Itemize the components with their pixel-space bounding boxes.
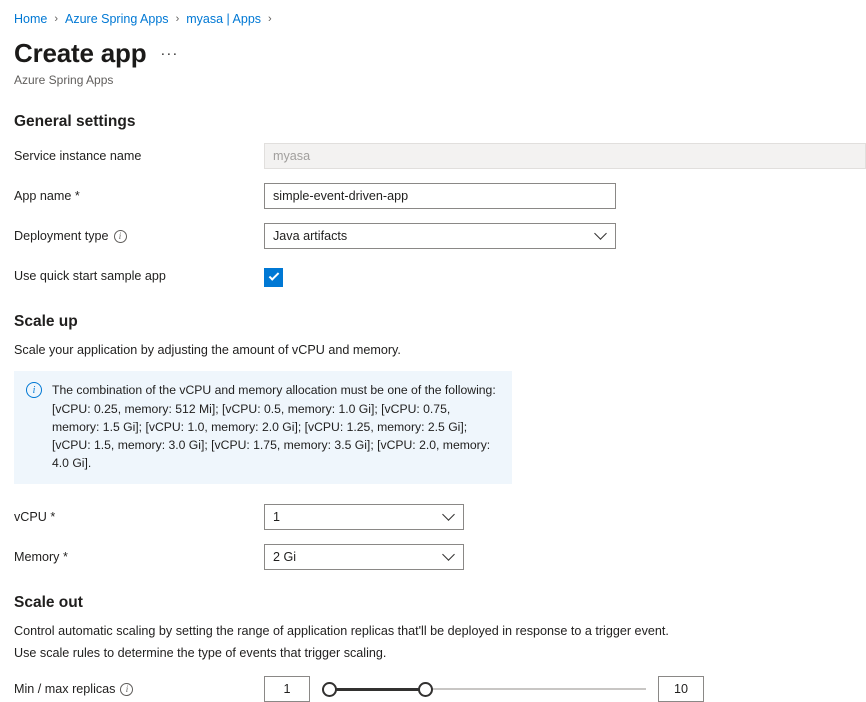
breadcrumb-item-home[interactable]: Home: [14, 11, 48, 26]
deployment-type-select[interactable]: [264, 223, 616, 249]
vcpu-value: 1: [273, 509, 281, 524]
scale-up-heading: Scale up: [14, 313, 78, 330]
scale-out-description-line1: Control automatic scaling by setting the range of application replicas that'll be deployed in response to a trigger event.: [14, 623, 669, 638]
service-instance-name-row: [14, 141, 704, 171]
min-max-replicas-row: [14, 676, 704, 702]
slider-thumb-min[interactable]: [322, 682, 337, 697]
quick-start-row: [14, 261, 704, 291]
deployment-type-value: Java artifacts: [273, 229, 348, 243]
app-name-input[interactable]: [264, 183, 616, 209]
service-instance-name-value: myasa: [264, 143, 866, 169]
chevron-down-icon: [442, 508, 455, 521]
info-icon: i: [26, 382, 42, 398]
scale-up-description: Scale your application by adjusting the amount of vCPU and memory.: [14, 343, 401, 357]
slider-active-range: [330, 688, 426, 691]
slider-thumb-max[interactable]: [418, 682, 433, 697]
chevron-down-icon: [594, 227, 607, 240]
check-icon: [268, 270, 279, 281]
scale-out-description-line2: Use scale rules to determine the type of events that trigger scaling.: [14, 645, 387, 660]
breadcrumb-separator-icon: ›: [268, 12, 272, 25]
page-title: Create app: [14, 38, 147, 68]
vcpu-select[interactable]: [264, 504, 464, 530]
info-icon[interactable]: i: [120, 683, 133, 696]
page-subtitle: Azure Spring Apps: [14, 73, 114, 87]
deployment-type-label-text: Deployment type: [14, 229, 109, 243]
breadcrumb-separator-icon: ›: [175, 12, 180, 25]
quick-start-label: Use quick start sample app: [14, 269, 166, 283]
breadcrumb-item-myasa-apps[interactable]: myasa | Apps: [186, 11, 262, 26]
breadcrumb-item-azure-spring-apps[interactable]: Azure Spring Apps: [65, 11, 169, 26]
memory-select[interactable]: [264, 544, 464, 570]
quick-start-checkbox[interactable]: [264, 268, 283, 287]
scale-out-heading: Scale out: [14, 593, 83, 611]
info-icon[interactable]: i: [114, 230, 127, 243]
chevron-down-icon: [442, 548, 455, 561]
deployment-type-row: [14, 221, 704, 251]
breadcrumb-separator-icon: ›: [54, 12, 59, 25]
min-max-replicas-label: [14, 682, 264, 696]
vcpu-row: [14, 502, 704, 532]
service-instance-name-label: Service instance name: [14, 149, 142, 163]
more-options-icon[interactable]: ···: [160, 45, 179, 62]
vcpu-label: vCPU *: [14, 509, 56, 524]
scale-up-info-banner: [14, 371, 512, 483]
deployment-type-label: [14, 229, 264, 243]
memory-row: [14, 542, 704, 572]
page-header: [14, 38, 704, 69]
app-name-row: [14, 181, 704, 211]
replicas-range-slider[interactable]: [322, 679, 646, 699]
min-replicas-input[interactable]: [264, 676, 310, 702]
min-max-replicas-label-text: Min / max replicas: [14, 682, 116, 697]
max-replicas-input[interactable]: [658, 676, 704, 702]
app-name-label: App name *: [14, 189, 80, 203]
general-settings-heading: General settings: [14, 113, 136, 130]
memory-label: Memory *: [14, 549, 68, 564]
breadcrumb: [14, 0, 704, 30]
scale-up-info-text: The combination of the vCPU and memory allocation must be one of the following: [vCPU: 0.25, memory: 512 Mi]; [vCPU: 0.5, memory: 1.0 Gi]; [vCPU: 0.75, memory: 1.5 Gi]; [vCPU: 1.0, memory: 2.0 Gi]; [vCPU: 1.25, memory: 2.5 Gi]; [vCPU: 1.5, memory: 3.0 Gi]; [vCPU: 1.75, memory: 3.5 Gi]; [vCPU: 2.0, memory: 4.0 Gi].: [52, 383, 496, 471]
memory-value: 2 Gi: [273, 549, 297, 564]
